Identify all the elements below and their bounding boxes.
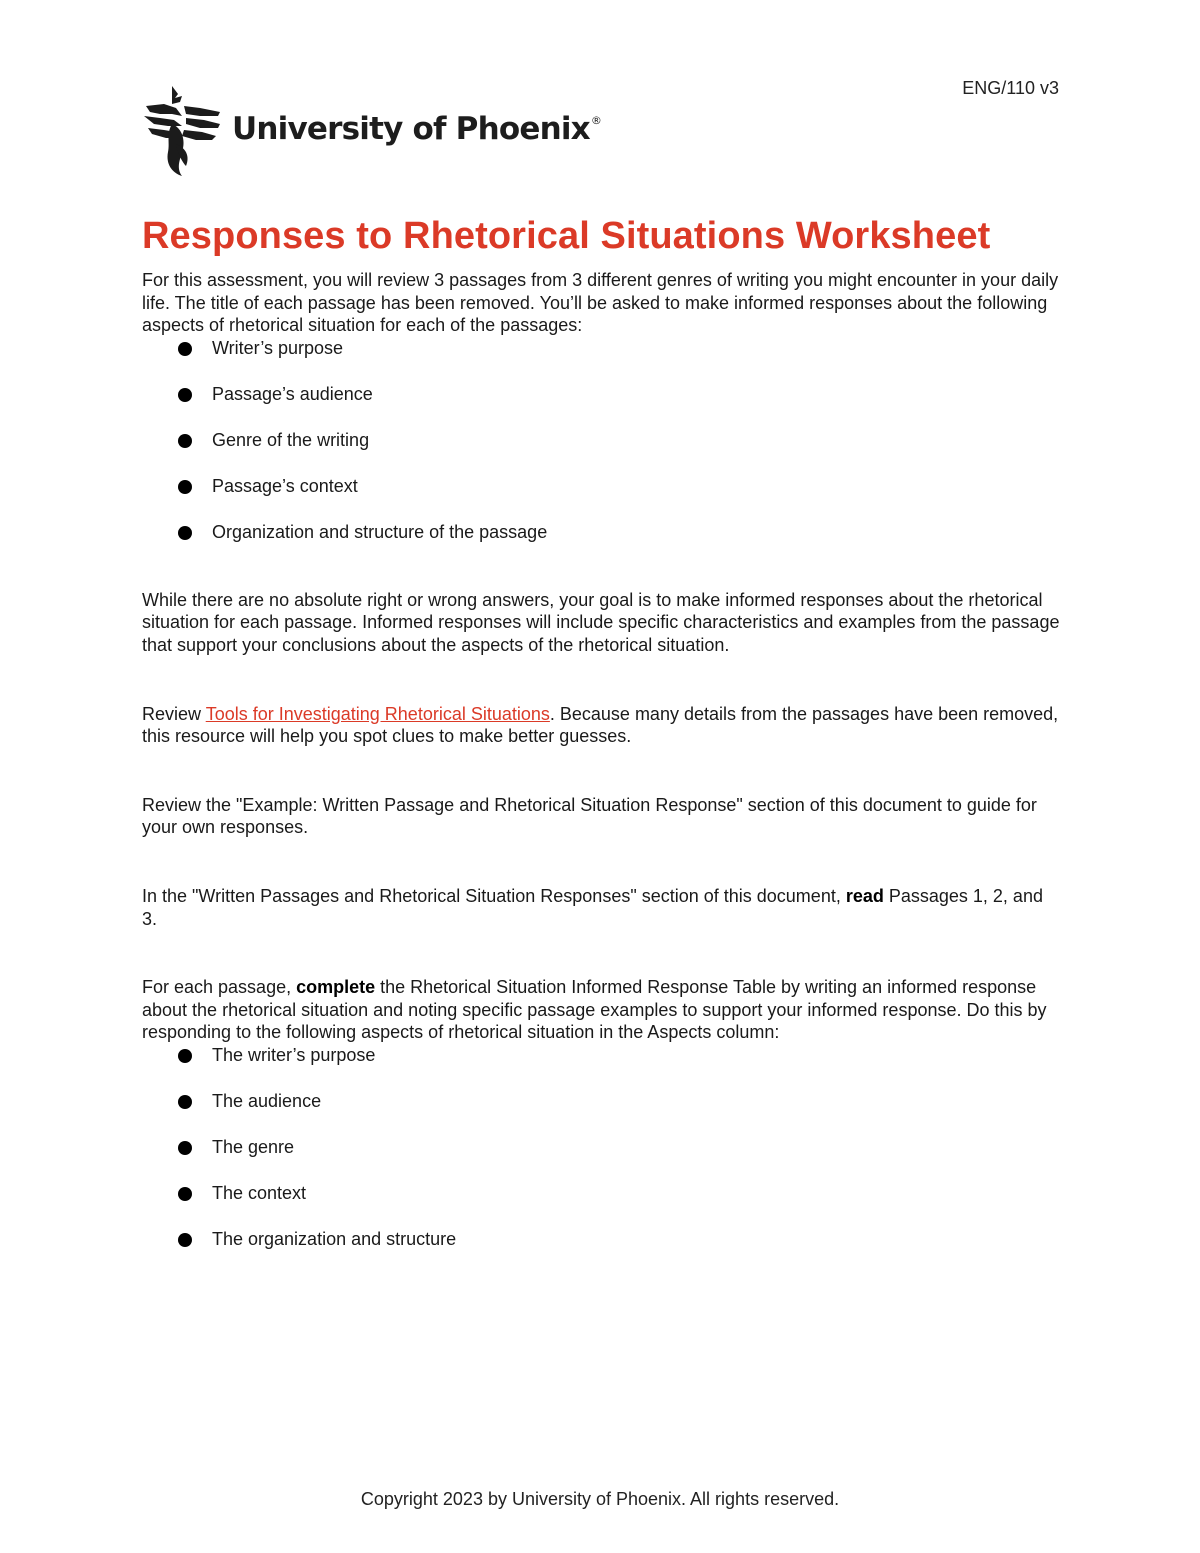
bullet-icon (178, 342, 192, 356)
bullet-icon (178, 1141, 192, 1155)
read-emphasis: read (845, 885, 884, 906)
list-item: Passage’s audience (142, 383, 1060, 405)
list-item: The writer’s purpose (142, 1044, 1060, 1066)
bullet-icon (178, 526, 192, 540)
registered-mark: ® (590, 114, 602, 127)
list-item: The genre (142, 1136, 1060, 1158)
bullet-icon (178, 1049, 192, 1063)
response-aspects-list (142, 1044, 1060, 1250)
document-body (142, 212, 1060, 1250)
list-item: The context (142, 1182, 1060, 1204)
course-code: ENG/110 v3 (962, 78, 1059, 98)
goal-paragraph: While there are no absolute right or wrong answers, your goal is to make informed responses about the rhetorical situation for each passage. Informed responses will include specific characteristics and examples from the passage that support your conclusions about the aspects of the rhetorical situation. (142, 589, 1060, 655)
tools-link[interactable]: Tools for Investigating Rhetorical Situations (205, 703, 550, 724)
bullet-icon (178, 388, 192, 402)
bullet-icon (178, 1233, 192, 1247)
phoenix-bird-icon (142, 84, 222, 178)
list-item: Passage’s context (142, 475, 1060, 497)
bullet-icon (178, 434, 192, 448)
bullet-icon (178, 480, 192, 494)
bullet-icon (178, 1095, 192, 1109)
tools-paragraph: Review Tools for Investigating Rhetorical Situations. Because many details from the passages have been removed, this resource will help you spot clues to make better guesses. (142, 703, 1059, 747)
list-item: The audience (142, 1090, 1060, 1112)
read-paragraph: In the "Written Passages and Rhetorical Situation Responses" section of this document, read Passages 1, 2, and 3. (142, 885, 1043, 929)
complete-emphasis: complete (296, 977, 376, 998)
bullet-icon (178, 1187, 192, 1201)
list-item: Genre of the writing (142, 429, 1060, 451)
complete-paragraph: For each passage, complete the Rhetorical Situation Informed Response Table by writing an informed response about the rhetorical situation and noting specific passage examples to support your informed response. Do this by responding to the following aspects of rhetorical situation in the Aspects column: (142, 977, 1047, 1043)
page-title: Responses to Rhetorical Situations Worksheet (142, 215, 991, 257)
logo-wordmark: University of Phoenix® (232, 111, 602, 147)
example-paragraph: Review the "Example: Written Passage and Rhetorical Situation Response" section of this document to guide for your own responses. (142, 794, 1037, 838)
aspects-list (142, 337, 1060, 543)
list-item: Writer’s purpose (142, 337, 1060, 359)
list-item: Organization and structure of the passage (142, 521, 1060, 543)
intro-paragraph: For this assessment, you will review 3 passages from 3 different genres of writing you might encounter in your daily life. The title of each passage has been removed. You’ll be asked to make informed responses about the following aspects of rhetorical situation for each of the passages: (142, 270, 1059, 336)
list-item: The organization and structure (142, 1228, 1060, 1250)
copyright-footer: Copyright 2023 by University of Phoenix. All rights reserved. (360, 1489, 840, 1509)
university-logo (142, 84, 601, 178)
